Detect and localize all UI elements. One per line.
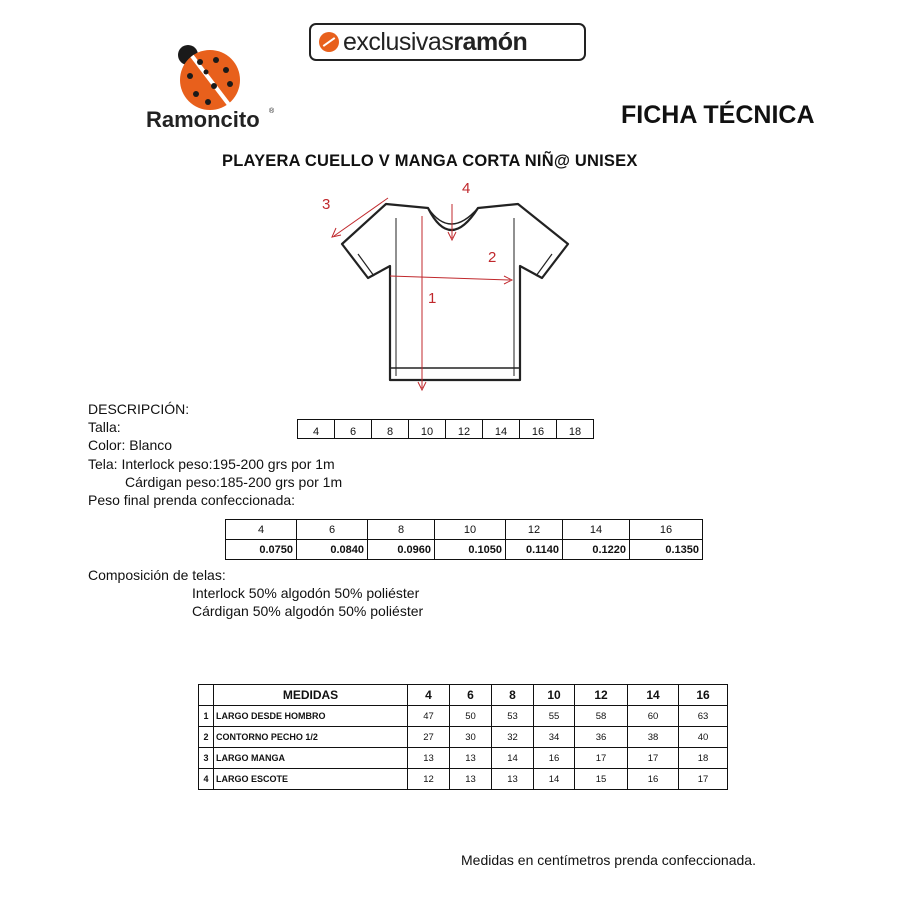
footer-note: Medidas en centímetros prenda confeccionada. <box>461 852 756 868</box>
measure-cell: 17 <box>679 769 728 790</box>
row-label: CONTORNO PECHO 1/2 <box>214 727 408 748</box>
description-heading: DESCRIPCIÓN: <box>88 401 190 417</box>
row-number: 2 <box>199 727 214 748</box>
measures-size-header: 16 <box>679 685 728 706</box>
measure-cell: 13 <box>408 748 450 769</box>
weight-size-cell: 8 <box>368 520 435 540</box>
measures-size-header: 14 <box>628 685 679 706</box>
measure-cell: 16 <box>534 748 575 769</box>
ladybug-logo-icon <box>168 40 252 112</box>
row-number: 1 <box>199 706 214 727</box>
size-cell: 18 <box>557 420 594 439</box>
measures-table <box>198 684 728 790</box>
measure-cell: 16 <box>628 769 679 790</box>
weight-size-cell: 10 <box>435 520 506 540</box>
measure-cell: 58 <box>575 706 628 727</box>
size-cell: 14 <box>483 420 520 439</box>
composition-heading: Composición de telas: <box>88 567 226 583</box>
peso-label: Peso final prenda confeccionada: <box>88 492 296 508</box>
measure-label-4: 4 <box>462 180 471 197</box>
row-number: 4 <box>199 769 214 790</box>
weight-size-cell: 14 <box>563 520 630 540</box>
measure-cell: 47 <box>408 706 450 727</box>
measure-label-3: 3 <box>322 196 331 213</box>
weight-value-cell: 0.1350 <box>630 540 703 560</box>
row-label: LARGO ESCOTE <box>214 769 408 790</box>
measure-cell: 36 <box>575 727 628 748</box>
row-label: LARGO DESDE HOMBRO <box>214 706 408 727</box>
measure-cell: 13 <box>450 748 492 769</box>
brand-icon <box>319 32 339 52</box>
tela-line-2: Cárdigan peso:185-200 grs por 1m <box>125 474 343 490</box>
brand-name-bold: ramón <box>453 27 528 56</box>
weight-value-cell: 0.0840 <box>297 540 368 560</box>
weight-value-cell: 0.1050 <box>435 540 506 560</box>
logo-name: Ramoncito <box>146 107 260 132</box>
weight-table <box>225 519 703 560</box>
weight-size-cell: 16 <box>630 520 703 540</box>
color-text: Color: Blanco <box>88 437 173 453</box>
measure-cell: 14 <box>492 748 534 769</box>
table-row <box>199 727 728 748</box>
composition-line-1: Interlock 50% algodón 50% poliéster <box>192 585 420 601</box>
size-cell: 12 <box>446 420 483 439</box>
garment-title: PLAYERA CUELLO V MANGA CORTA NIÑ@ UNISEX <box>222 152 638 170</box>
measures-size-header: 12 <box>575 685 628 706</box>
measure-cell: 15 <box>575 769 628 790</box>
size-cell: 4 <box>298 420 335 439</box>
measure-cell: 17 <box>628 748 679 769</box>
measure-label-1: 1 <box>428 290 437 307</box>
measure-cell: 53 <box>492 706 534 727</box>
tela-line-1: Tela: Interlock peso:195-200 grs por 1m <box>88 456 335 472</box>
measures-corner-cell <box>199 685 214 706</box>
brand-badge <box>309 23 586 61</box>
measure-cell: 27 <box>408 727 450 748</box>
size-cell: 8 <box>372 420 409 439</box>
table-row <box>199 748 728 769</box>
measure-cell: 55 <box>534 706 575 727</box>
weight-size-cell: 4 <box>226 520 297 540</box>
table-row <box>199 769 728 790</box>
weight-value-cell: 0.0960 <box>368 540 435 560</box>
weight-value-cell: 0.0750 <box>226 540 297 560</box>
measure-cell: 30 <box>450 727 492 748</box>
measure-cell: 50 <box>450 706 492 727</box>
measures-size-header: 6 <box>450 685 492 706</box>
measure-cell: 34 <box>534 727 575 748</box>
measures-size-header: 8 <box>492 685 534 706</box>
measure-cell: 13 <box>492 769 534 790</box>
weight-size-cell: 12 <box>506 520 563 540</box>
size-cell: 6 <box>335 420 372 439</box>
table-row <box>199 706 728 727</box>
talla-label: Talla: <box>88 419 121 435</box>
weight-size-cell: 6 <box>297 520 368 540</box>
logo-registered-mark: ® <box>269 108 275 115</box>
measure-label-2: 2 <box>488 249 497 266</box>
measure-cell: 40 <box>679 727 728 748</box>
brand-name-light: exclusivas <box>343 27 454 56</box>
measure-cell: 38 <box>628 727 679 748</box>
size-cell: 10 <box>409 420 446 439</box>
size-cell: 16 <box>520 420 557 439</box>
row-label: LARGO MANGA <box>214 748 408 769</box>
measure-cell: 63 <box>679 706 728 727</box>
measures-header: MEDIDAS <box>214 685 408 706</box>
tshirt-diagram <box>310 180 580 395</box>
weight-value-cell: 0.1140 <box>506 540 563 560</box>
size-table <box>297 419 594 439</box>
measure-cell: 12 <box>408 769 450 790</box>
measure-cell: 32 <box>492 727 534 748</box>
row-number: 3 <box>199 748 214 769</box>
measure-cell: 60 <box>628 706 679 727</box>
measures-size-header: 10 <box>534 685 575 706</box>
weight-value-cell: 0.1220 <box>563 540 630 560</box>
composition-line-2: Cárdigan 50% algodón 50% poliéster <box>192 603 424 619</box>
measure-cell: 13 <box>450 769 492 790</box>
sheet-title: FICHA TÉCNICA <box>621 101 815 129</box>
measure-cell: 18 <box>679 748 728 769</box>
measures-size-header: 4 <box>408 685 450 706</box>
measure-cell: 14 <box>534 769 575 790</box>
measure-cell: 17 <box>575 748 628 769</box>
